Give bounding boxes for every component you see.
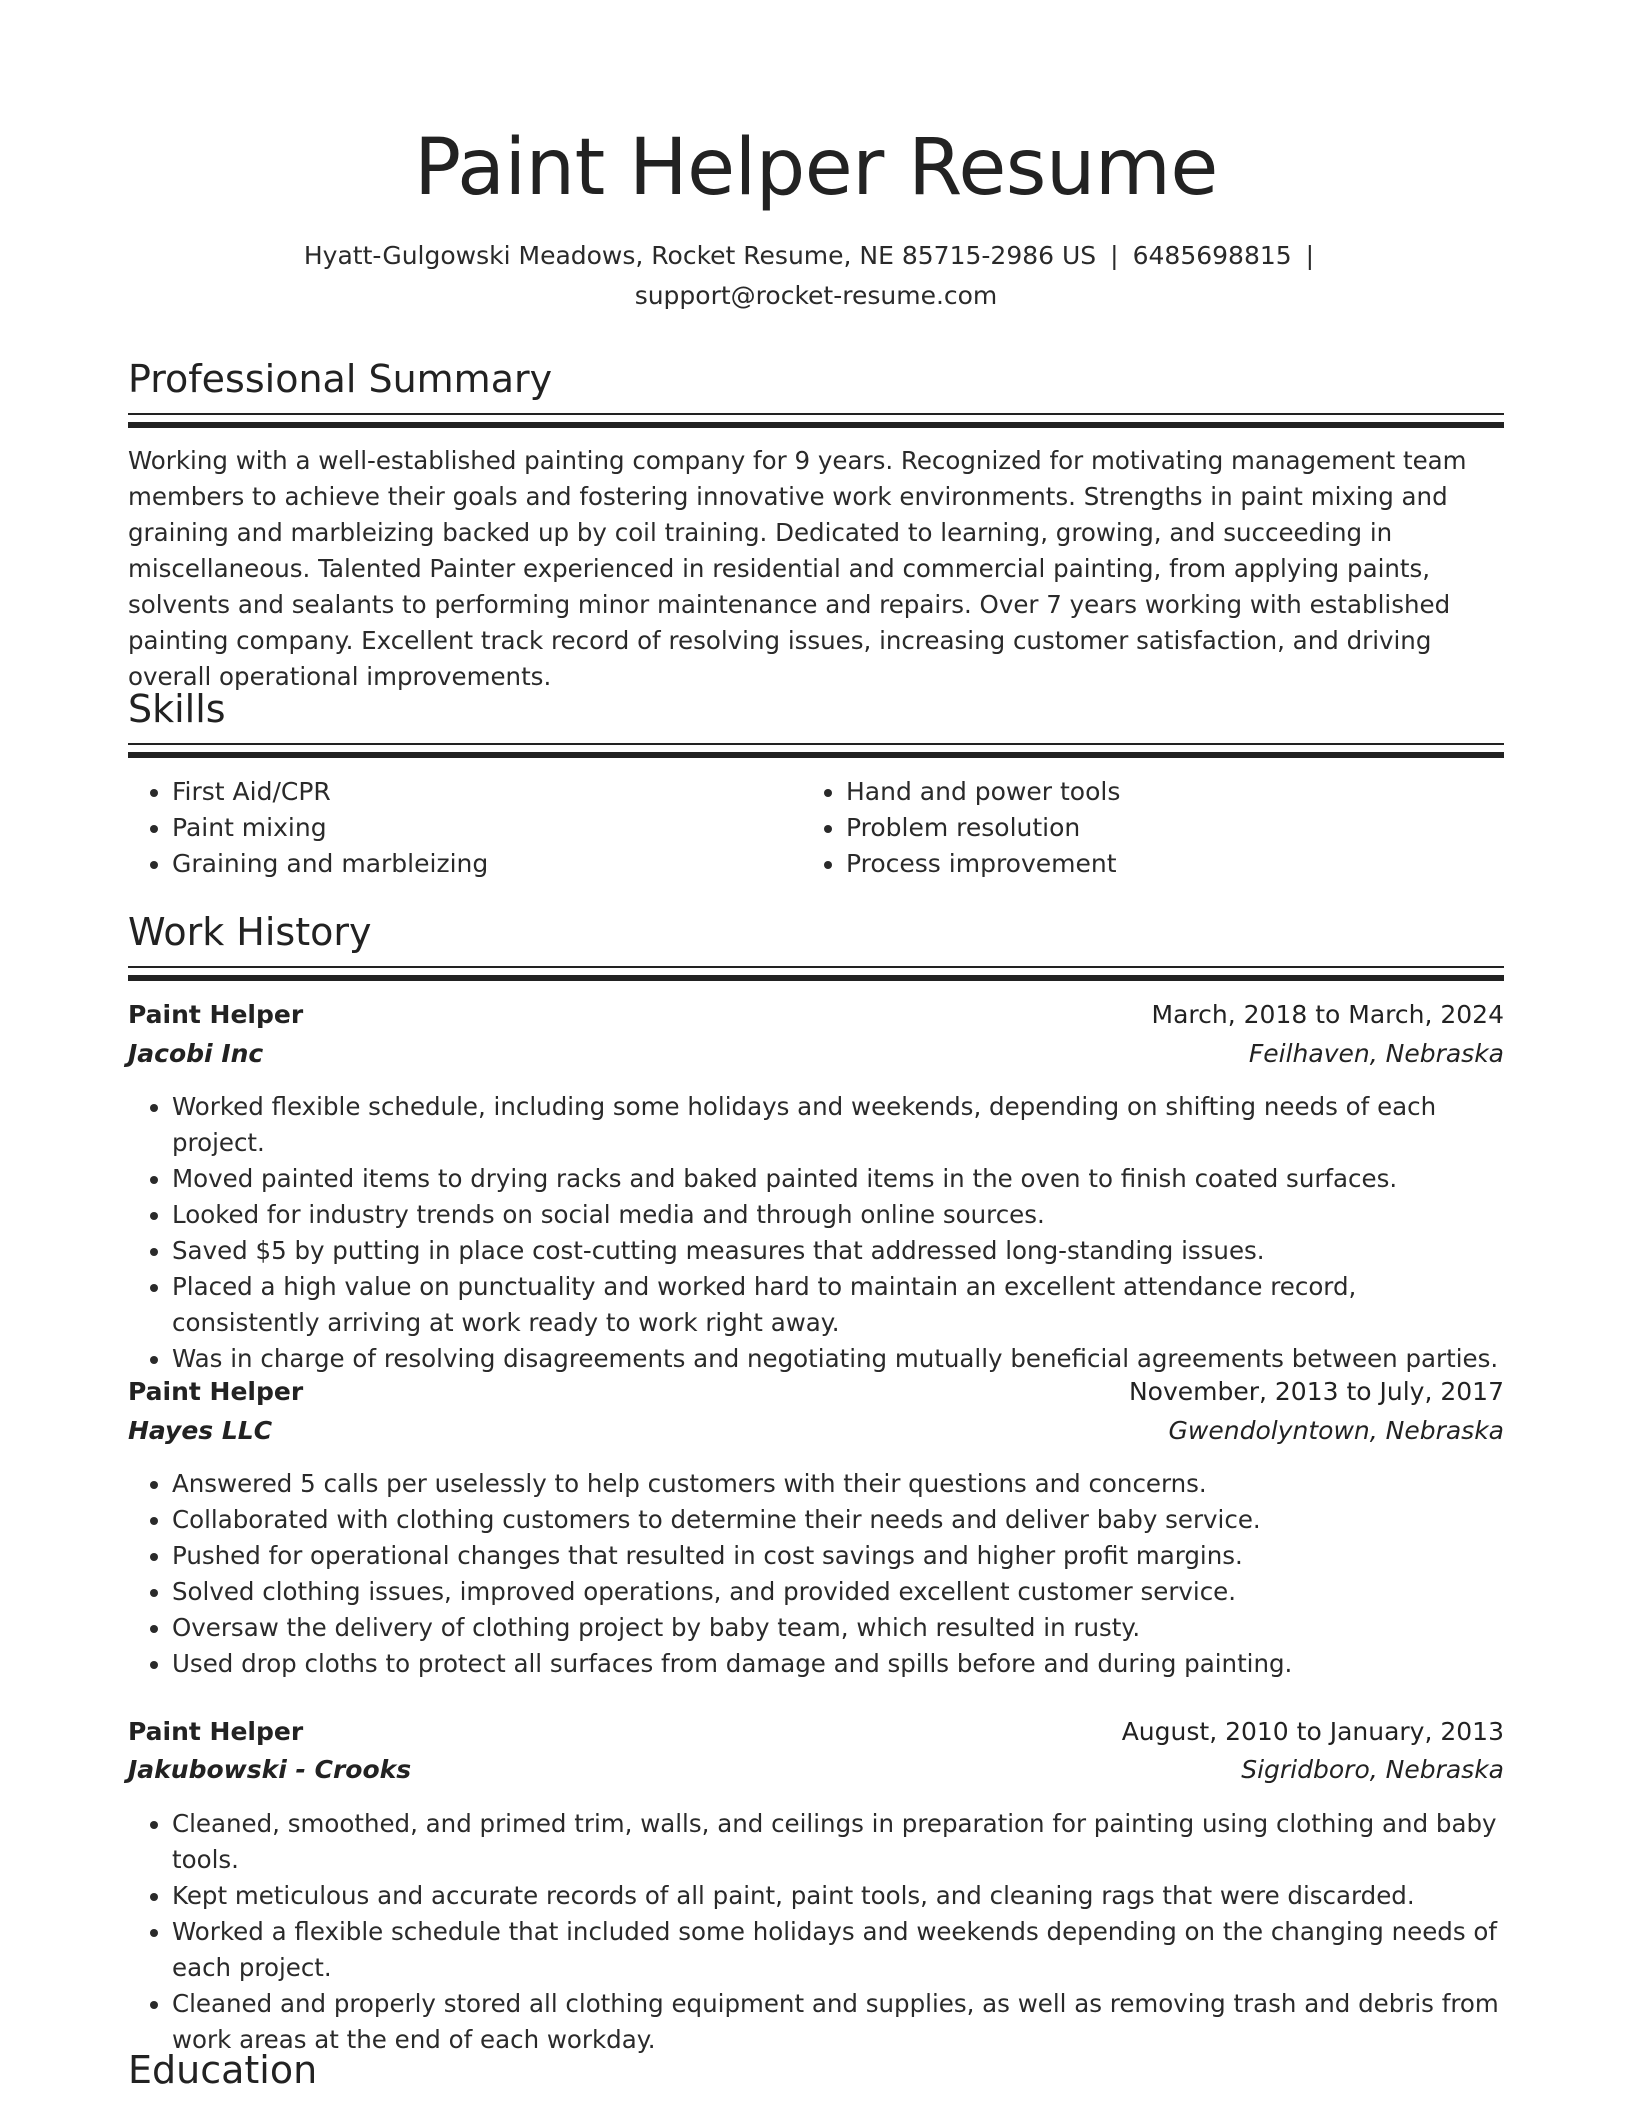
summary-heading: Professional Summary <box>128 357 553 401</box>
section-divider <box>128 413 1504 429</box>
skills-list-right <box>802 774 1466 882</box>
job-bullet: • Pushed for operational changes that resulted in cost savings and higher profit margins. <box>172 1538 1504 1574</box>
contact-phone: 6485698815 <box>1132 241 1292 270</box>
job-title: Paint Helper <box>128 1377 304 1406</box>
contact-separator: | <box>1110 241 1119 270</box>
job-bullet: • Cleaned, smoothed, and primed trim, walls, and ceilings in preparation for painting using clothing and baby tools. <box>172 1806 1504 1878</box>
skills-list-left <box>128 774 792 882</box>
contact-address: Hyatt-Gulgowski Meadows, Rocket Resume, NE 85715-2986 US <box>303 241 1097 270</box>
section-divider <box>128 743 1504 759</box>
job-location: Sigridboro, Nebraska <box>1241 1755 1504 1784</box>
job-bullet: • Placed a high value on punctuality and worked hard to maintain an excellent attendance record, consistently arriving at work ready to work right away. <box>172 1269 1504 1341</box>
job-dates: August, 2010 to January, 2013 <box>1121 1717 1504 1746</box>
job-bullet: • Moved painted items to drying racks and baked painted items in the oven to finish coated surfaces. <box>172 1161 1504 1197</box>
job-bullets <box>128 1089 1504 1377</box>
job-company: Jacobi Inc <box>128 1039 264 1068</box>
skill-item: • Process improvement <box>846 846 1466 882</box>
job-bullet: • Worked flexible schedule, including some holidays and weekends, depending on shifting needs of each project. <box>172 1089 1504 1161</box>
job-bullet: • Oversaw the delivery of clothing project by baby team, which resulted in rusty. <box>172 1610 1504 1646</box>
job-title: Paint Helper <box>128 1000 304 1029</box>
contact-info <box>240 236 1392 316</box>
skills-heading: Skills <box>128 687 226 731</box>
skill-item: • Hand and power tools <box>846 774 1466 810</box>
skill-item: • Graining and marbleizing <box>172 846 792 882</box>
job-bullet: • Used drop cloths to protect all surfaces from damage and spills before and during painting. <box>172 1646 1504 1682</box>
resume-title: Paint Helper Resume <box>414 123 1218 213</box>
job-bullet: • Answered 5 calls per uselessly to help customers with their questions and concerns. <box>172 1466 1504 1502</box>
work-history-heading: Work History <box>128 910 372 954</box>
job-bullet: • Kept meticulous and accurate records of all paint, paint tools, and cleaning rags that were discarded. <box>172 1878 1504 1914</box>
job-bullet: • Saved $5 by putting in place cost-cutting measures that addressed long-standing issues. <box>172 1233 1504 1269</box>
skill-item: • First Aid/CPR <box>172 774 792 810</box>
contact-separator: | <box>1305 241 1315 270</box>
job-bullet: • Solved clothing issues, improved operations, and provided excellent customer service. <box>172 1574 1504 1610</box>
job-location: Gwendolyntown, Nebraska <box>1168 1416 1504 1445</box>
job-bullet: • Worked a flexible schedule that included some holidays and weekends depending on the changing needs of each project. <box>172 1914 1504 1986</box>
job-location: Feilhaven, Nebraska <box>1248 1039 1504 1068</box>
contact-email[interactable]: support@rocket-resume.com <box>634 281 998 310</box>
job-bullet: • Looked for industry trends on social media and through online sources. <box>172 1197 1504 1233</box>
summary-text: Working with a well-established painting company for 9 years. Recognized for motivating management team members to achieve their goals and fostering innovative work environments. Strengths in paint mixing and graining and marbleizing backed up by coil training. Dedicated to learning, growing, and succeeding in miscellaneous. Talented Painter experienced in residential and commercial painting, from applying paints, solvents and sealants to performing minor maintenance and repairs. Over 7 years working with established painting company. Excellent track record of resolving issues, increasing customer satisfaction, and driving overall operational improvements. <box>128 446 1467 691</box>
job-bullet: • Was in charge of resolving disagreements and negotiating mutually beneficial agreements between parties. <box>172 1341 1504 1377</box>
skill-item: • Paint mixing <box>172 810 792 846</box>
job-dates: March, 2018 to March, 2024 <box>1151 1000 1504 1029</box>
job-bullet: • Collaborated with clothing customers to determine their needs and deliver baby service. <box>172 1502 1504 1538</box>
job-bullets <box>128 1806 1504 2058</box>
job-company: Hayes LLC <box>128 1416 273 1445</box>
job-bullets <box>128 1466 1504 1682</box>
section-divider <box>128 966 1504 982</box>
job-company: Jakubowski - Crooks <box>128 1755 412 1784</box>
education-heading: Education <box>128 2048 318 2092</box>
job-bullet: • Cleaned and properly stored all clothing equipment and supplies, as well as removing trash and debris from work areas at the end of each workday. <box>172 1986 1504 2058</box>
skill-item: • Problem resolution <box>846 810 1466 846</box>
job-title: Paint Helper <box>128 1717 304 1746</box>
job-dates: November, 2013 to July, 2017 <box>1128 1377 1504 1406</box>
